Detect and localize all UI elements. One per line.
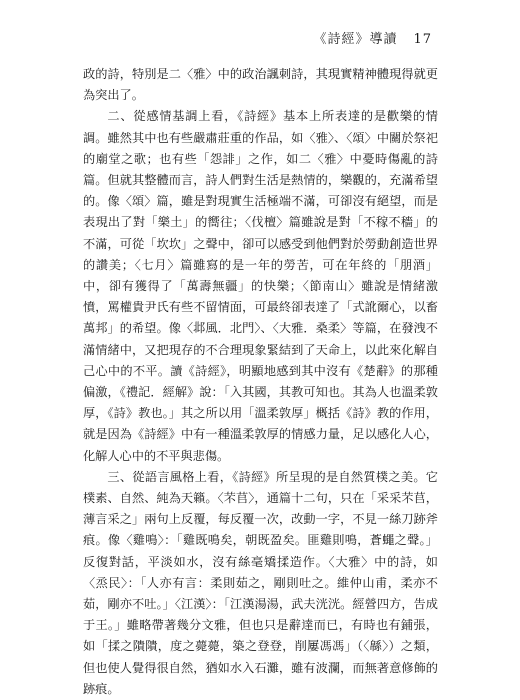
page-number: 17	[413, 32, 432, 47]
paragraph-emotional-tone: 二、從感情基調上看，《詩經》基本上所表達的是歡樂的情調。雖然其中也有些嚴肅莊重的作品，如〈雅〉、〈頌〉中關於祭祀的廟堂之歌；也有些「怨誹」之作，如二〈雅〉中憂時傷亂的詩篇。但就其整體而言，詩人們對生活是熱情的，樂觀的，充滿希望的。像〈頌〉篇，雖是對現實生活極端不滿，可卻沒有絕望，而是表現出了對「樂土」的嚮往；〈伐檀〉篇雖說是對「不稼不穡」的不滿，可從「坎坎」之聲中，卻可以感受到他們對於勞動創造世界的讚美；〈七月〉篇雖寫的是一年的勞苦，可在年終的「朋酒」中，卻有獲得了「萬壽無疆」的快樂；〈節南山〉雖說是情緒激憤，罵權貴尹氏有些不留情面，可最終卻表達了「式訛爾心，以畜萬邦」的希望。像〈邶風．北門〉、〈大雅．桑柔〉等篇，在發洩不滿情緒中，又把現存的不合理現象緊結到了天命上，以此來化解自己心中的不平。讀《詩經》，明顯地感到其中沒有《楚辭》的那種偏激，《禮記．經解》說：「入其國，其教可知也。其為人也溫柔敦厚，《詩》教也。」其之所以用「溫柔敦厚」概括《詩》教的作用，就是因為《詩經》中有一種溫柔敦厚的情感力量，足以感化人心，化解人心中的不平與悲傷。	[83, 109, 438, 463]
running-title: 《詩經》導讀	[313, 32, 398, 47]
running-header	[313, 28, 432, 47]
body-text	[83, 64, 438, 700]
paragraph-language-style: 三、從語言風格上看，《詩經》所呈現的是自然質樸之美。它樸素、自然、純為天籟。〈芣苢〉，通篇十二句，只在「采采芣苢，薄言采之」兩句上反覆，每反覆一次，改動一字，不見一絲刀跡斧痕。像〈雞鳴〉：「雞既鳴矣，朝既盈矣。匪雞則鳴，蒼蠅之聲。」反復對話，平淡如水，沒有絲毫矯揉造作。〈大雅〉中的詩，如〈烝民〉：「人亦有言：柔則茹之，剛則吐之。維仲山甫，柔亦不茹，剛亦不吐。」〈江漢〉：「江漢湯湯，武夫洸洸。經營四方，告成于王。」雖略帶著幾分文雅，但也只是辭達而已，有時也有鋪張，如「揉之隤隤，度之薨薨，築之登登，削屢馮馮」（〈緜〉）之類，但也使人覺得很自然，猶如水入石灘，雖有波瀾，而無著意修飾的跡痕。	[83, 469, 438, 696]
paragraph-continued: 政的詩，特別是二〈雅〉中的政治諷刺詩，其現實精神體現得就更為突出了。	[83, 67, 438, 103]
